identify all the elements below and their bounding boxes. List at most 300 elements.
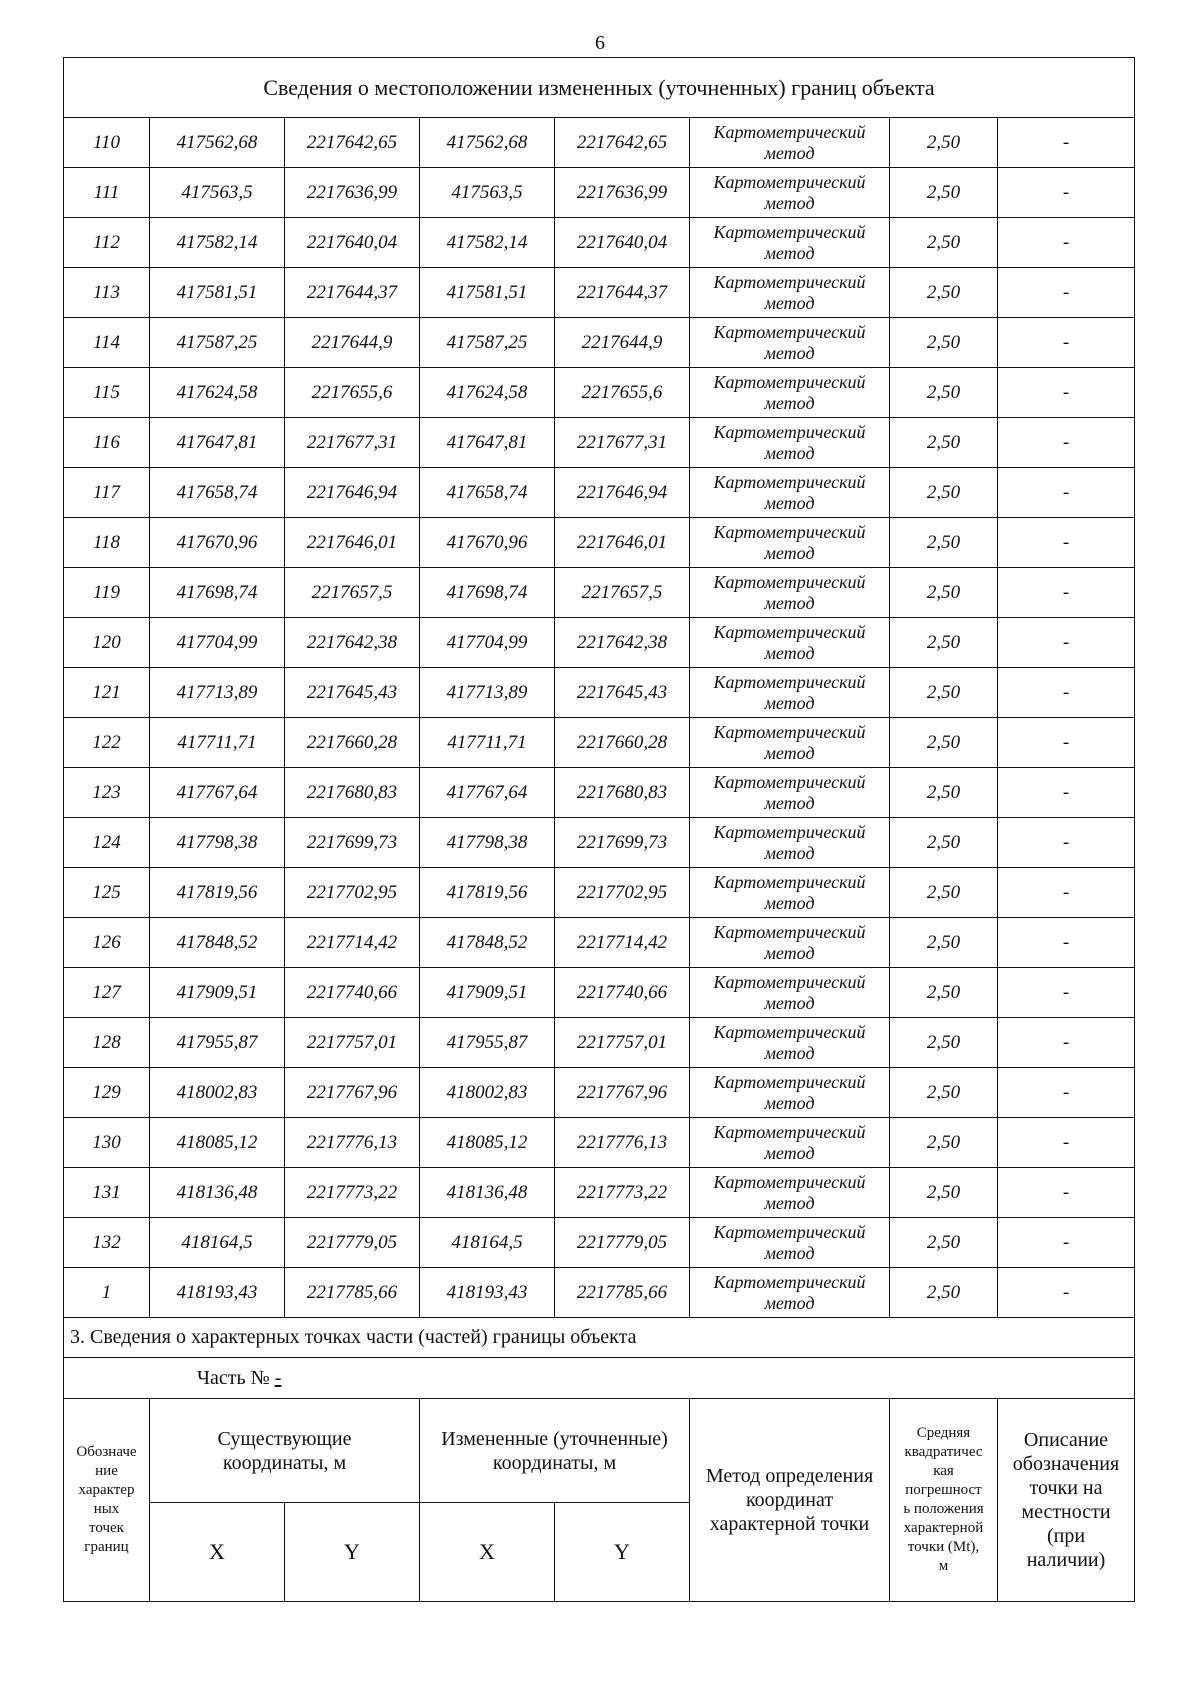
changed-y-cell: 2217677,31 xyxy=(555,418,690,468)
point-number-cell: 125 xyxy=(64,868,150,918)
method-cell xyxy=(690,968,890,1018)
changed-x-cell: 418002,83 xyxy=(420,1068,555,1118)
description-cell: - xyxy=(998,418,1135,468)
description-cell: - xyxy=(998,818,1135,868)
changed-y-cell: 2217767,96 xyxy=(555,1068,690,1118)
changed-x-cell: 418193,43 xyxy=(420,1268,555,1318)
table-row xyxy=(64,968,1135,1018)
accuracy-cell: 2,50 xyxy=(890,368,998,418)
table-row xyxy=(64,1168,1135,1218)
part-label: Часть № xyxy=(197,1366,270,1389)
point-number-cell: 128 xyxy=(64,1018,150,1068)
accuracy-cell: 2,50 xyxy=(890,1118,998,1168)
description-cell: - xyxy=(998,468,1135,518)
method-line: Картометрический xyxy=(713,521,866,542)
description-cell: - xyxy=(998,868,1135,918)
table-row xyxy=(64,318,1135,368)
header-changed-y: Y xyxy=(555,1503,690,1602)
method-cell xyxy=(690,918,890,968)
method-line: метод xyxy=(764,692,815,713)
table-row xyxy=(64,1268,1135,1318)
accuracy-cell: 2,50 xyxy=(890,668,998,718)
header-description-line: точки на xyxy=(1029,1477,1103,1499)
changed-x-cell: 417563,5 xyxy=(420,168,555,218)
header-accuracy-line: ь положения xyxy=(903,1501,984,1517)
method-line: Картометрический xyxy=(713,1021,866,1042)
existing-x-cell: 417704,99 xyxy=(150,618,285,668)
point-number-cell: 124 xyxy=(64,818,150,868)
table-row xyxy=(64,368,1135,418)
point-number-cell: 131 xyxy=(64,1168,150,1218)
header-accuracy-line: характерной xyxy=(903,1520,984,1536)
table-row xyxy=(64,118,1135,168)
changed-y-cell: 2217646,01 xyxy=(555,518,690,568)
table-row xyxy=(64,468,1135,518)
description-cell: - xyxy=(998,318,1135,368)
existing-y-cell: 2217699,73 xyxy=(285,818,420,868)
method-line: Картометрический xyxy=(713,221,866,242)
section-3-heading: 3. Сведения о характерных точках части (частей) границы объекта xyxy=(64,1318,1135,1358)
description-cell: - xyxy=(998,118,1135,168)
header-changed-coords xyxy=(420,1399,690,1503)
accuracy-cell: 2,50 xyxy=(890,718,998,768)
header-method-line: Метод определения xyxy=(705,1465,874,1487)
header-description-line: Описание xyxy=(1023,1429,1109,1451)
method-cell xyxy=(690,768,890,818)
changed-y-cell: 2217644,37 xyxy=(555,268,690,318)
changed-y-cell: 2217644,9 xyxy=(555,318,690,368)
point-number-cell: 117 xyxy=(64,468,150,518)
method-cell xyxy=(690,1068,890,1118)
method-cell xyxy=(690,418,890,468)
existing-y-cell: 2217714,42 xyxy=(285,918,420,968)
description-cell: - xyxy=(998,1018,1135,1068)
existing-x-cell: 417848,52 xyxy=(150,918,285,968)
existing-y-cell: 2217680,83 xyxy=(285,768,420,818)
existing-x-cell: 417670,96 xyxy=(150,518,285,568)
header-point-designation-line: ных xyxy=(93,1501,120,1517)
header-method xyxy=(690,1399,890,1602)
header-description xyxy=(998,1399,1135,1602)
changed-y-cell: 2217757,01 xyxy=(555,1018,690,1068)
method-cell xyxy=(690,618,890,668)
table-row xyxy=(64,1118,1135,1168)
description-cell: - xyxy=(998,568,1135,618)
changed-y-cell: 2217740,66 xyxy=(555,968,690,1018)
changed-x-cell: 417698,74 xyxy=(420,568,555,618)
table-row xyxy=(64,1068,1135,1118)
changed-y-cell: 2217640,04 xyxy=(555,218,690,268)
existing-y-cell: 2217640,04 xyxy=(285,218,420,268)
changed-y-cell: 2217645,43 xyxy=(555,668,690,718)
existing-y-cell: 2217776,13 xyxy=(285,1118,420,1168)
existing-y-cell: 2217660,28 xyxy=(285,718,420,768)
point-number-cell: 129 xyxy=(64,1068,150,1118)
header-point-designation-line: Обозначе xyxy=(76,1444,137,1460)
existing-y-cell: 2217646,01 xyxy=(285,518,420,568)
changed-x-cell: 417713,89 xyxy=(420,668,555,718)
accuracy-cell: 2,50 xyxy=(890,1168,998,1218)
description-cell: - xyxy=(998,368,1135,418)
section-3-heading-row xyxy=(64,1318,1135,1358)
existing-x-cell: 418136,48 xyxy=(150,1168,285,1218)
method-line: метод xyxy=(764,542,815,563)
method-line: метод xyxy=(764,642,815,663)
existing-x-cell: 417581,51 xyxy=(150,268,285,318)
point-number-cell: 121 xyxy=(64,668,150,718)
accuracy-cell: 2,50 xyxy=(890,168,998,218)
changed-x-cell: 417658,74 xyxy=(420,468,555,518)
method-line: метод xyxy=(764,1242,815,1263)
existing-y-cell: 2217779,05 xyxy=(285,1218,420,1268)
method-cell xyxy=(690,318,890,368)
changed-y-cell: 2217714,42 xyxy=(555,918,690,968)
header-row xyxy=(64,1399,1135,1503)
part-value: - xyxy=(274,1366,282,1389)
existing-y-cell: 2217702,95 xyxy=(285,868,420,918)
table-row xyxy=(64,268,1135,318)
changed-x-cell: 418164,5 xyxy=(420,1218,555,1268)
header-method-line: характерной точки xyxy=(709,1513,870,1535)
description-cell: - xyxy=(998,918,1135,968)
table-row xyxy=(64,1218,1135,1268)
method-line: метод xyxy=(764,742,815,763)
description-cell: - xyxy=(998,268,1135,318)
point-number-cell: 118 xyxy=(64,518,150,568)
header-existing-y: Y xyxy=(285,1503,420,1602)
method-cell xyxy=(690,668,890,718)
method-cell xyxy=(690,168,890,218)
changed-x-cell: 417909,51 xyxy=(420,968,555,1018)
method-line: Картометрический xyxy=(713,921,866,942)
part-number xyxy=(64,1358,1135,1399)
accuracy-cell: 2,50 xyxy=(890,1018,998,1068)
point-number-cell: 123 xyxy=(64,768,150,818)
existing-x-cell: 417658,74 xyxy=(150,468,285,518)
method-line: Картометрический xyxy=(713,971,866,992)
method-line: Картометрический xyxy=(713,421,866,442)
header-description-line: обозначения xyxy=(1012,1453,1120,1475)
existing-x-cell: 418085,12 xyxy=(150,1118,285,1168)
point-number-cell: 113 xyxy=(64,268,150,318)
existing-y-cell: 2217655,6 xyxy=(285,368,420,418)
method-cell xyxy=(690,718,890,768)
point-number-cell: 116 xyxy=(64,418,150,468)
method-cell xyxy=(690,818,890,868)
table-row xyxy=(64,418,1135,468)
method-line: Картометрический xyxy=(713,271,866,292)
point-number-cell: 119 xyxy=(64,568,150,618)
method-cell xyxy=(690,218,890,268)
existing-y-cell: 2217677,31 xyxy=(285,418,420,468)
table-row xyxy=(64,218,1135,268)
changed-y-cell: 2217779,05 xyxy=(555,1218,690,1268)
existing-x-cell: 418193,43 xyxy=(150,1268,285,1318)
header-point-designation-line: ние xyxy=(95,1463,118,1479)
method-line: метод xyxy=(764,1092,815,1113)
changed-x-cell: 417798,38 xyxy=(420,818,555,868)
header-point-designation-line: границ xyxy=(84,1539,129,1555)
existing-x-cell: 417909,51 xyxy=(150,968,285,1018)
method-line: Картометрический xyxy=(713,821,866,842)
existing-x-cell: 417798,38 xyxy=(150,818,285,868)
header-existing-coords-line: Существующие xyxy=(217,1427,352,1450)
changed-x-cell: 417670,96 xyxy=(420,518,555,568)
method-cell xyxy=(690,518,890,568)
page-number: 6 xyxy=(595,32,605,54)
existing-y-cell: 2217645,43 xyxy=(285,668,420,718)
table-row xyxy=(64,818,1135,868)
accuracy-cell: 2,50 xyxy=(890,1218,998,1268)
table-body xyxy=(64,58,1135,1602)
point-number-cell: 1 xyxy=(64,1268,150,1318)
method-cell xyxy=(690,1118,890,1168)
existing-y-cell: 2217740,66 xyxy=(285,968,420,1018)
description-cell: - xyxy=(998,768,1135,818)
existing-y-cell: 2217644,37 xyxy=(285,268,420,318)
table-row xyxy=(64,768,1135,818)
header-accuracy-line: квадратичес xyxy=(904,1444,983,1460)
method-line: метод xyxy=(764,242,815,263)
existing-x-cell: 417647,81 xyxy=(150,418,285,468)
changed-x-cell: 417562,68 xyxy=(420,118,555,168)
existing-y-cell: 2217642,38 xyxy=(285,618,420,668)
method-line: Картометрический xyxy=(713,1271,866,1292)
method-line: Картометрический xyxy=(713,621,866,642)
method-cell xyxy=(690,868,890,918)
header-method-line: координат xyxy=(745,1489,834,1511)
header-description-line: (при xyxy=(1046,1525,1086,1547)
header-accuracy-line: Средняя xyxy=(916,1425,971,1441)
method-line: Картометрический xyxy=(713,1071,866,1092)
description-cell: - xyxy=(998,668,1135,718)
point-number-cell: 122 xyxy=(64,718,150,768)
table-row xyxy=(64,168,1135,218)
method-line: метод xyxy=(764,142,815,163)
method-line: Картометрический xyxy=(713,721,866,742)
table-row xyxy=(64,518,1135,568)
existing-x-cell: 417955,87 xyxy=(150,1018,285,1068)
existing-x-cell: 418164,5 xyxy=(150,1218,285,1268)
existing-x-cell: 417713,89 xyxy=(150,668,285,718)
table-row xyxy=(64,718,1135,768)
changed-x-cell: 418136,48 xyxy=(420,1168,555,1218)
changed-x-cell: 417767,64 xyxy=(420,768,555,818)
method-line: метод xyxy=(764,792,815,813)
existing-y-cell: 2217644,9 xyxy=(285,318,420,368)
header-changed-coords-line: координаты, м xyxy=(492,1451,617,1474)
table-row xyxy=(64,618,1135,668)
table-row xyxy=(64,918,1135,968)
method-line: метод xyxy=(764,892,815,913)
changed-y-cell: 2217785,66 xyxy=(555,1268,690,1318)
method-line: метод xyxy=(764,1292,815,1313)
method-cell xyxy=(690,1268,890,1318)
existing-y-cell: 2217767,96 xyxy=(285,1068,420,1118)
description-cell: - xyxy=(998,1268,1135,1318)
method-cell xyxy=(690,468,890,518)
changed-y-cell: 2217642,38 xyxy=(555,618,690,668)
existing-y-cell: 2217785,66 xyxy=(285,1268,420,1318)
changed-x-cell: 417955,87 xyxy=(420,1018,555,1068)
changed-y-cell: 2217660,28 xyxy=(555,718,690,768)
method-line: Картометрический xyxy=(713,471,866,492)
point-number-cell: 130 xyxy=(64,1118,150,1168)
description-cell: - xyxy=(998,718,1135,768)
existing-x-cell: 417563,5 xyxy=(150,168,285,218)
part-number-row xyxy=(64,1358,1135,1399)
header-accuracy-line: точки (Mt), xyxy=(907,1539,980,1555)
table-title: Сведения о местоположении измененных (уточненных) границ объекта xyxy=(64,58,1135,118)
point-number-cell: 112 xyxy=(64,218,150,268)
method-line: метод xyxy=(764,442,815,463)
existing-y-cell: 2217642,65 xyxy=(285,118,420,168)
accuracy-cell: 2,50 xyxy=(890,968,998,1018)
header-existing-x: X xyxy=(150,1503,285,1602)
existing-y-cell: 2217646,94 xyxy=(285,468,420,518)
method-line: Картометрический xyxy=(713,771,866,792)
changed-x-cell: 417581,51 xyxy=(420,268,555,318)
method-line: Картометрический xyxy=(713,171,866,192)
existing-x-cell: 417624,58 xyxy=(150,368,285,418)
boundary-points-table xyxy=(63,57,1135,1602)
method-line: метод xyxy=(764,1142,815,1163)
changed-x-cell: 417624,58 xyxy=(420,368,555,418)
header-point-designation xyxy=(64,1399,150,1602)
method-line: метод xyxy=(764,292,815,313)
changed-x-cell: 417819,56 xyxy=(420,868,555,918)
point-number-cell: 110 xyxy=(64,118,150,168)
method-cell xyxy=(690,1018,890,1068)
header-accuracy-line: кая xyxy=(933,1463,954,1479)
existing-x-cell: 417587,25 xyxy=(150,318,285,368)
method-line: Картометрический xyxy=(713,1121,866,1142)
description-cell: - xyxy=(998,1218,1135,1268)
method-line: метод xyxy=(764,1042,815,1063)
method-line: Картометрический xyxy=(713,1221,866,1242)
accuracy-cell: 2,50 xyxy=(890,618,998,668)
method-cell xyxy=(690,568,890,618)
method-line: Картометрический xyxy=(713,871,866,892)
header-changed-coords-line: Измененные (уточненные) xyxy=(441,1427,668,1450)
method-cell xyxy=(690,1168,890,1218)
header-changed-x: X xyxy=(420,1503,555,1602)
method-line: Картометрический xyxy=(713,1171,866,1192)
existing-x-cell: 417698,74 xyxy=(150,568,285,618)
method-cell xyxy=(690,368,890,418)
method-line: метод xyxy=(764,1192,815,1213)
method-line: метод xyxy=(764,842,815,863)
accuracy-cell: 2,50 xyxy=(890,1068,998,1118)
accuracy-cell: 2,50 xyxy=(890,868,998,918)
point-number-cell: 120 xyxy=(64,618,150,668)
method-line: метод xyxy=(764,942,815,963)
existing-y-cell: 2217773,22 xyxy=(285,1168,420,1218)
existing-y-cell: 2217636,99 xyxy=(285,168,420,218)
changed-x-cell: 417582,14 xyxy=(420,218,555,268)
header-accuracy-line: погрешност xyxy=(905,1482,982,1498)
changed-y-cell: 2217773,22 xyxy=(555,1168,690,1218)
method-line: метод xyxy=(764,492,815,513)
changed-y-cell: 2217702,95 xyxy=(555,868,690,918)
accuracy-cell: 2,50 xyxy=(890,418,998,468)
existing-x-cell: 418002,83 xyxy=(150,1068,285,1118)
point-number-cell: 127 xyxy=(64,968,150,1018)
method-line: Картометрический xyxy=(713,671,866,692)
description-cell: - xyxy=(998,1168,1135,1218)
accuracy-cell: 2,50 xyxy=(890,468,998,518)
existing-x-cell: 417711,71 xyxy=(150,718,285,768)
header-existing-coords-line: координаты, м xyxy=(222,1451,347,1474)
changed-y-cell: 2217636,99 xyxy=(555,168,690,218)
method-cell xyxy=(690,268,890,318)
existing-y-cell: 2217757,01 xyxy=(285,1018,420,1068)
title-row xyxy=(64,58,1135,118)
existing-x-cell: 417582,14 xyxy=(150,218,285,268)
changed-y-cell: 2217657,5 xyxy=(555,568,690,618)
changed-x-cell: 417647,81 xyxy=(420,418,555,468)
header-accuracy-line: м xyxy=(938,1558,949,1574)
method-line: метод xyxy=(764,192,815,213)
accuracy-cell: 2,50 xyxy=(890,1268,998,1318)
method-cell xyxy=(690,118,890,168)
point-number-cell: 126 xyxy=(64,918,150,968)
existing-x-cell: 417562,68 xyxy=(150,118,285,168)
table-row xyxy=(64,568,1135,618)
description-cell: - xyxy=(998,1118,1135,1168)
changed-y-cell: 2217680,83 xyxy=(555,768,690,818)
method-line: метод xyxy=(764,342,815,363)
changed-y-cell: 2217699,73 xyxy=(555,818,690,868)
changed-y-cell: 2217642,65 xyxy=(555,118,690,168)
accuracy-cell: 2,50 xyxy=(890,568,998,618)
changed-x-cell: 418085,12 xyxy=(420,1118,555,1168)
accuracy-cell: 2,50 xyxy=(890,768,998,818)
changed-x-cell: 417587,25 xyxy=(420,318,555,368)
method-line: метод xyxy=(764,592,815,613)
changed-y-cell: 2217776,13 xyxy=(555,1118,690,1168)
table-row xyxy=(64,1018,1135,1068)
accuracy-cell: 2,50 xyxy=(890,818,998,868)
method-line: Картометрический xyxy=(713,121,866,142)
header-description-line: местности xyxy=(1021,1501,1111,1523)
accuracy-cell: 2,50 xyxy=(890,918,998,968)
point-number-cell: 115 xyxy=(64,368,150,418)
changed-x-cell: 417704,99 xyxy=(420,618,555,668)
accuracy-cell: 2,50 xyxy=(890,268,998,318)
changed-x-cell: 417848,52 xyxy=(420,918,555,968)
changed-x-cell: 417711,71 xyxy=(420,718,555,768)
accuracy-cell: 2,50 xyxy=(890,518,998,568)
method-line: Картометрический xyxy=(713,571,866,592)
point-number-cell: 114 xyxy=(64,318,150,368)
header-point-designation-line: характер xyxy=(78,1482,135,1498)
header-accuracy xyxy=(890,1399,998,1602)
changed-y-cell: 2217655,6 xyxy=(555,368,690,418)
description-cell: - xyxy=(998,968,1135,1018)
point-number-cell: 111 xyxy=(64,168,150,218)
accuracy-cell: 2,50 xyxy=(890,218,998,268)
description-cell: - xyxy=(998,1068,1135,1118)
existing-y-cell: 2217657,5 xyxy=(285,568,420,618)
accuracy-cell: 2,50 xyxy=(890,118,998,168)
point-number-cell: 132 xyxy=(64,1218,150,1268)
header-point-designation-line: точек xyxy=(89,1520,124,1536)
accuracy-cell: 2,50 xyxy=(890,318,998,368)
method-line: Картометрический xyxy=(713,321,866,342)
description-cell: - xyxy=(998,618,1135,668)
existing-x-cell: 417819,56 xyxy=(150,868,285,918)
